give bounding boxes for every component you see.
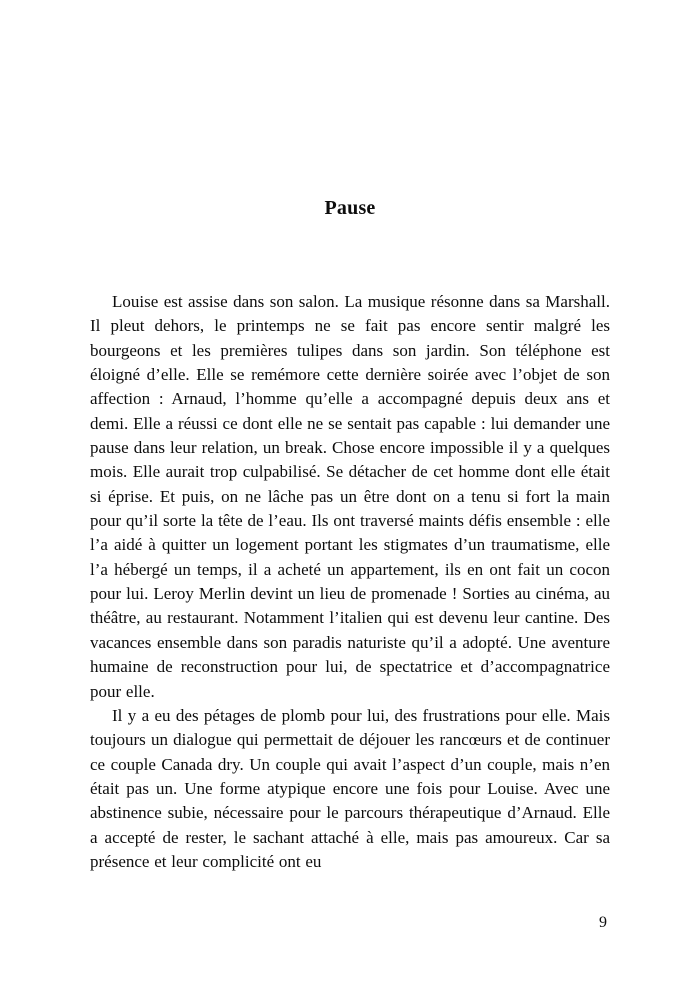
chapter-title: Pause <box>324 197 376 219</box>
page-number: 9 <box>599 914 607 931</box>
paragraph: Il y a eu des pétages de plomb pour lui, des frustrations pour elle. Mais toujours un dialogue qui permettait de déjouer les rancœurs et de continuer ce couple Canada dry. Un couple qui avait l’aspect d’un couple, mais n’en était pas un. Une forme atypique encore une fois pour Louise. Avec une abstinence subie, nécessaire pour le parcours thérapeutique d’Arnaud. Elle a accepté de rester, le sachant attaché à elle, mais pas amoureux. Car sa présence et leur complicité ont eu <box>90 705 610 871</box>
body-text <box>90 290 610 874</box>
paragraph: Louise est assise dans son salon. La musique résonne dans sa Marshall. Il pleut dehors, le printemps ne se fait pas encore sentir malgré les bourgeons et les premières tulipes dans son jardin. Son téléphone est éloigné d’elle. Elle se remémore cette dernière soirée avec l’objet de son affection : Arnaud, l’homme qu’elle a accompagné depuis deux ans et demi. Elle a réussi ce dont elle ne se sentait pas capable : lui demander une pause dans leur relation, un break. Chose encore impossible il y a quelques mois. Elle aurait trop culpabilisé. Se détacher de cet homme dont elle était si éprise. Et puis, on ne lâche pas un être dont on a tenu si fort la main pour qu’il sorte la tête de l’eau. Ils ont traversé maints défis ensemble : elle l’a aidé à quitter un logement portant les stigmates d’un traumatisme, elle l’a hébergé un temps, il a acheté un appartement, ils en ont fait un cocon pour lui. Leroy Merlin devint un lieu de promenade ! Sorties au cinéma, au théâtre, au restaurant. Notamment l’italien qui est devenu leur cantine. Des vacances ensemble dans son paradis naturiste qu’il a adopté. Une aventure humaine de reconstruction pour lui, de spectatrice et d’accompagnatrice pour elle. <box>90 292 610 701</box>
